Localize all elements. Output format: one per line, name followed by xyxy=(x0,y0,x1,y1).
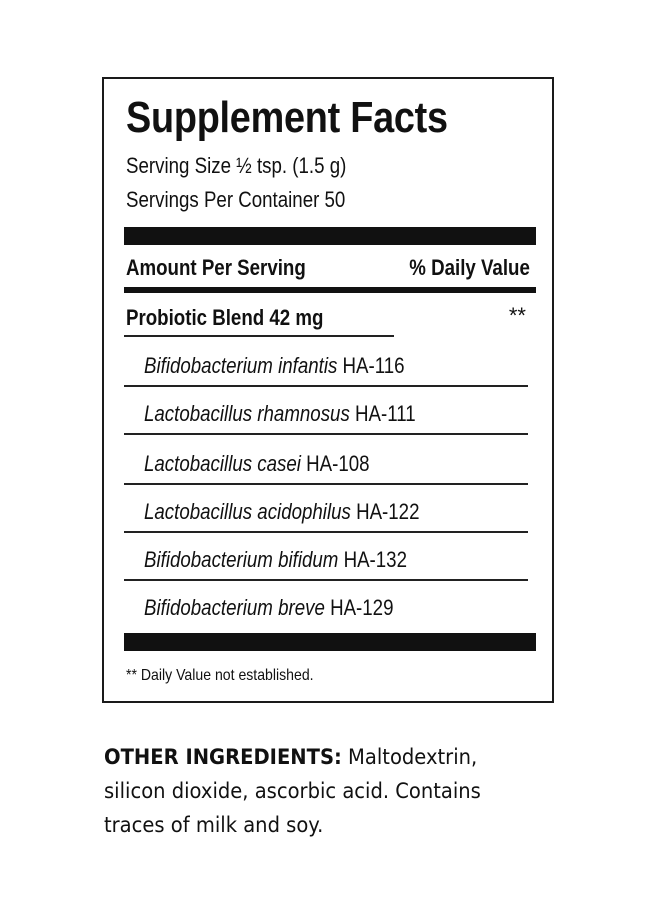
strain-species: Lactobacillus rhamnosus xyxy=(144,401,350,426)
strain-code: HA-132 xyxy=(343,547,407,572)
strain-species: Bifidobacterium bifidum xyxy=(144,547,339,572)
medium-divider xyxy=(124,287,536,293)
strain-row xyxy=(144,499,419,525)
strain-rule xyxy=(124,385,528,387)
footnote: ** Daily Value not established. xyxy=(126,667,314,684)
strain-code: HA-111 xyxy=(355,401,416,426)
panel-title: Supplement Facts xyxy=(126,93,448,142)
strain-species: Bifidobacterium infantis xyxy=(144,353,338,378)
amount-per-serving-header: Amount Per Serving xyxy=(126,255,306,280)
strain-row xyxy=(144,401,416,427)
strain-species: Bifidobacterium breve xyxy=(144,595,325,620)
servings-per-container: Servings Per Container 50 xyxy=(126,187,346,212)
daily-value-header: % Daily Value xyxy=(409,255,530,280)
supplement-facts-panel xyxy=(102,77,554,703)
strain-species: Lactobacillus casei xyxy=(144,451,301,476)
probiotic-blend-row: Probiotic Blend 42 mg xyxy=(126,305,324,330)
probiotic-blend-dv: ** xyxy=(508,303,526,328)
strain-rule xyxy=(124,483,528,485)
strain-code: HA-116 xyxy=(342,353,405,378)
other-ingredients xyxy=(104,740,541,842)
thick-divider-top xyxy=(124,227,536,245)
strain-row xyxy=(144,353,405,379)
blend-rule xyxy=(124,335,394,337)
other-ingredients-heading: OTHER INGREDIENTS: xyxy=(104,745,342,769)
strain-rule xyxy=(124,531,528,533)
strain-code: HA-122 xyxy=(356,499,420,524)
strain-row xyxy=(144,547,407,573)
other-ingredients-text: Maltodextrin, silicon dioxide, ascorbic acid. Contains traces of milk and soy. xyxy=(104,745,481,837)
strain-code: HA-108 xyxy=(306,451,370,476)
strain-rule xyxy=(124,579,528,581)
serving-size: Serving Size ½ tsp. (1.5 g) xyxy=(126,153,347,178)
strain-rule xyxy=(124,433,528,435)
strain-row xyxy=(144,595,393,621)
strain-species: Lactobacillus acidophilus xyxy=(144,499,351,524)
strain-row xyxy=(144,451,370,477)
thick-divider-bottom xyxy=(124,633,536,651)
strain-code: HA-129 xyxy=(330,595,394,620)
